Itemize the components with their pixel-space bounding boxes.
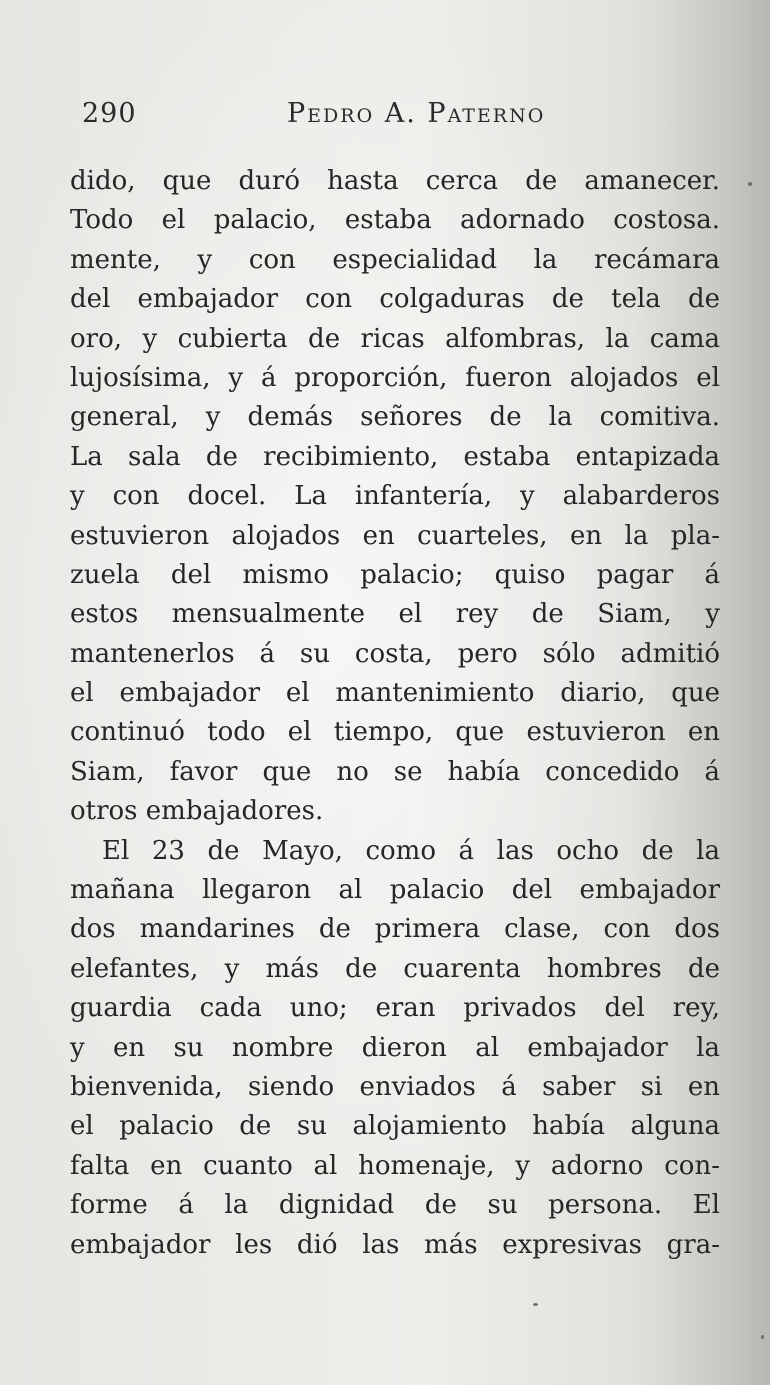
text-line: embajador les dió las más expresivas gra- (70, 1229, 720, 1260)
text-line: forme á la dignidad de su persona. El (70, 1190, 720, 1221)
text-line: general, y demás señores de la comitiva. (70, 402, 720, 433)
paragraph-start-line: El 23 de Mayo, como á las ocho de la (102, 835, 720, 866)
text-line: dido, que duró hasta cerca de amanecer. (70, 166, 720, 196)
text-line: y en su nombre dieron al embajador la (70, 1032, 720, 1063)
text-line: continuó todo el tiempo, que estuvieron en (70, 717, 720, 748)
text-line: estos mensualmente el rey de Siam, y (70, 599, 720, 630)
text-line: mente, y con especialidad la recámara (70, 244, 720, 275)
paper-speck (761, 1335, 764, 1339)
text-line: estuvieron alojados en cuarteles, en la pla- (70, 520, 720, 551)
text-line: el palacio de su alojamiento había alguna (70, 1111, 720, 1142)
text-line: mañana llegaron al palacio del embajador (70, 875, 720, 906)
page-number: 290 (82, 98, 137, 129)
running-head: Pedro A. Paterno (287, 98, 546, 129)
text-line: oro, y cubierta de ricas alfombras, la cama (70, 323, 720, 354)
text-line: La sala de recibimiento, estaba entapizada (70, 441, 720, 472)
paragraph-end-line: otros embajadores. (70, 796, 324, 827)
text-line: y con docel. La infantería, y alabarderos (70, 481, 720, 512)
text-line: Siam, favor que no se había concedido á (70, 756, 720, 787)
text-line: falta en cuanto al homenaje, y adorno con- (70, 1150, 720, 1181)
text-line: del embajador con colgaduras de tela de (70, 284, 720, 315)
text-line: lujosísima, y á proporción, fueron alojados el (70, 362, 720, 393)
text-line: mantenerlos á su costa, pero sólo admitió (70, 638, 720, 669)
text-line: Todo el palacio, estaba adornado costosa. (70, 205, 720, 236)
text-line: dos mandarines de primera clase, con dos (70, 914, 720, 945)
paper-speck (748, 182, 752, 186)
text-line: bienvenida, siendo enviados á saber si en (70, 1071, 720, 1102)
text-line: el embajador el mantenimiento diario, que (70, 678, 720, 709)
text-line: guardia cada uno; eran privados del rey, (70, 993, 720, 1024)
body-text (70, 162, 720, 1265)
text-line: elefantes, y más de cuarenta hombres de (70, 953, 720, 984)
text-line: zuela del mismo palacio; quiso pagar á (70, 559, 720, 590)
paper-speck (533, 1303, 538, 1306)
page-header (82, 98, 722, 146)
